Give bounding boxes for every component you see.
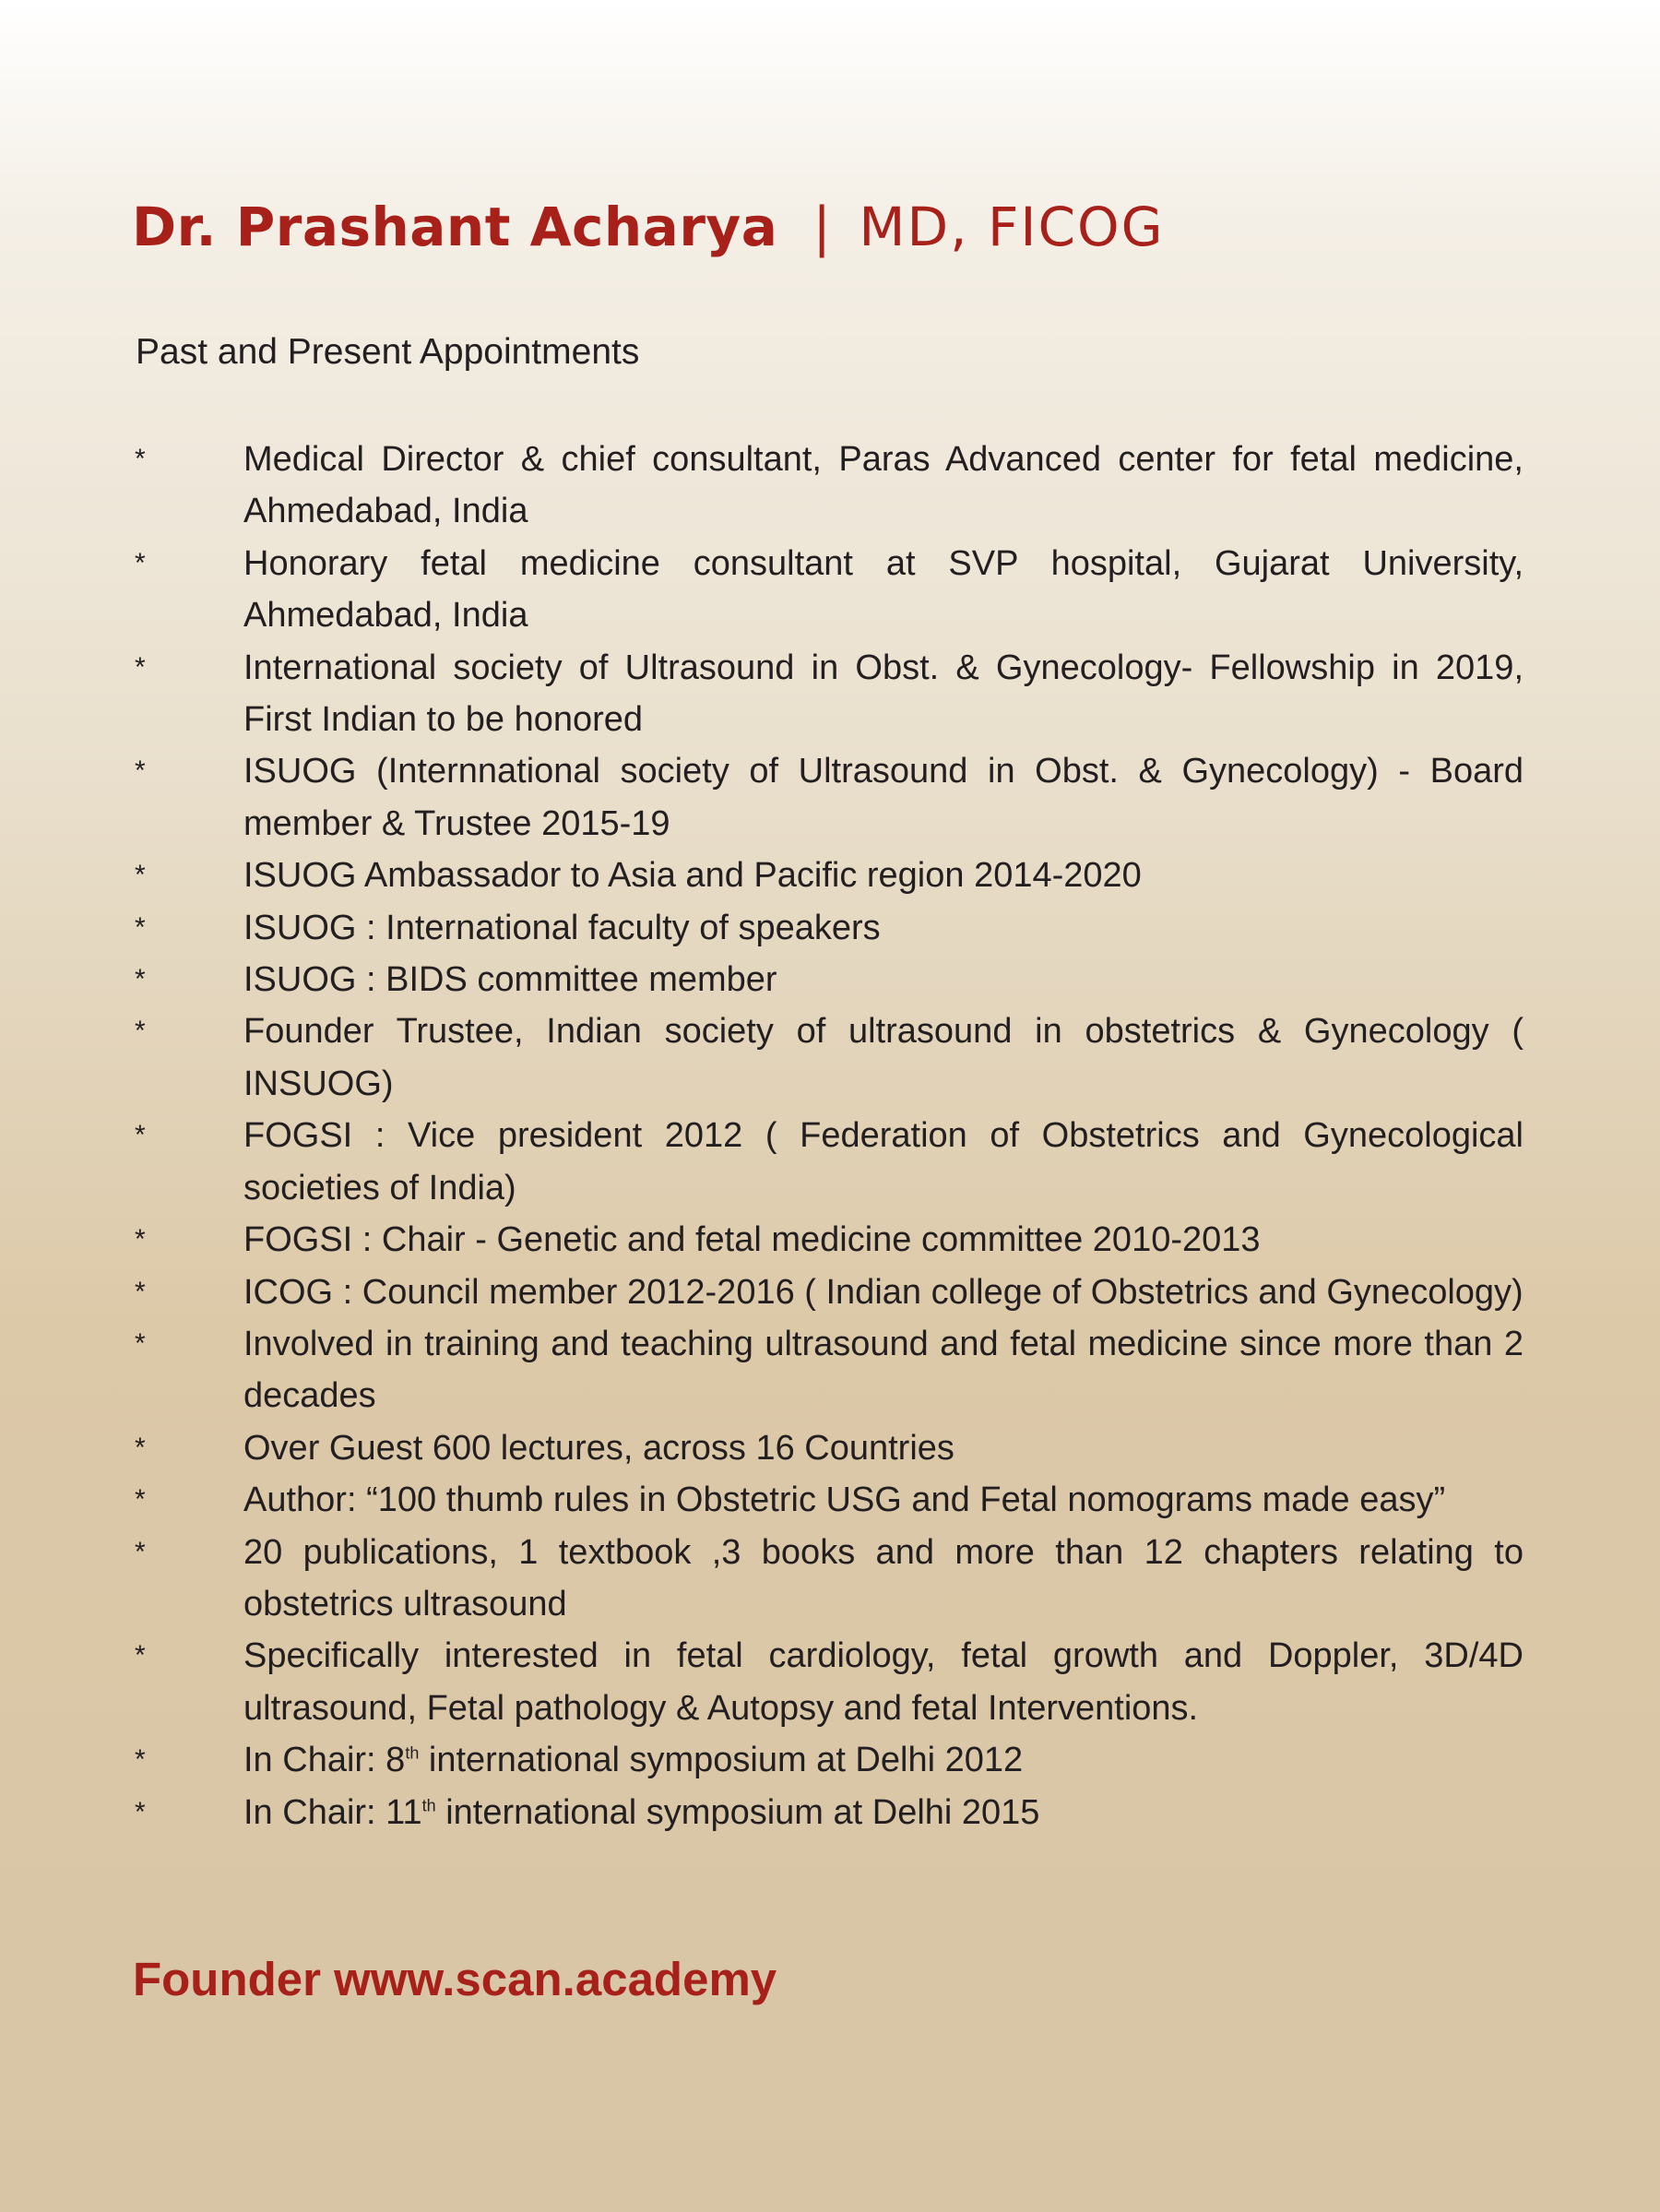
list-item [135, 1630, 1524, 1734]
page-title [132, 196, 1165, 258]
list-item [135, 745, 1524, 850]
bullet-icon: * [135, 911, 146, 943]
item-text: International society of Ultrasound in Obst. & Gynecology- Fellowship in 2019, First Indian to be honored [243, 648, 1524, 740]
item-text: Involved in training and teaching ultrasound and fetal medicine since more than 2 decades [243, 1324, 1524, 1416]
item-text: FOGSI : Chair - Genetic and fetal medicine committee 2010-2013 [243, 1220, 1261, 1260]
list-item [135, 1527, 1524, 1631]
list-item [135, 1787, 1524, 1838]
title-separator: | [812, 196, 832, 258]
list-item [135, 1474, 1524, 1526]
list-item [135, 1734, 1524, 1786]
item-text: Over Guest 600 lectures, across 16 Countries [243, 1428, 954, 1468]
bullet-icon: * [135, 1484, 146, 1516]
ordinal-suffix: th [421, 1795, 436, 1814]
bullet-icon: * [135, 547, 146, 578]
list-item [135, 1422, 1524, 1474]
item-text: Medical Director & chief consultant, Paras Advanced center for fetal medicine, Ahmedabad, India [243, 440, 1524, 531]
footer-founder-link: Founder www.scan.academy [133, 1953, 777, 2005]
list-item [135, 434, 1524, 538]
bullet-icon: * [135, 1744, 146, 1776]
item-text: Founder Trustee, Indian society of ultrasound in obstetrics & Gynecology ( INSUOG) [243, 1012, 1524, 1103]
list-item [135, 1214, 1524, 1266]
bullet-icon: * [135, 1432, 146, 1463]
bullet-icon: * [135, 1016, 146, 1047]
bullet-icon: * [135, 964, 146, 995]
item-text: ISUOG : BIDS committee member [243, 960, 777, 1000]
list-item [135, 642, 1524, 746]
doctor-name: Dr. Prashant Acharya [132, 196, 778, 258]
item-text: Specifically interested in fetal cardiology, fetal growth and Doppler, 3D/4D ultrasound, Fetal pathology & Autopsy and fetal Interventions. [243, 1636, 1524, 1728]
item-text-prefix: In Chair: 11 [243, 1792, 422, 1832]
item-text: ISUOG (Internnational society of Ultrasound in Obst. & Gynecology) - Board member & Trustee 2015-19 [243, 752, 1524, 843]
list-item [135, 850, 1524, 901]
bullet-icon: * [135, 651, 146, 683]
ordinal-suffix: th [405, 1743, 420, 1763]
item-text: Author: “100 thumb rules in Obstetric USG and Fetal nomograms made easy” [243, 1481, 1446, 1520]
bullet-icon: * [135, 755, 146, 787]
item-text: ISUOG Ambassador to Asia and Pacific region 2014-2020 [243, 856, 1142, 896]
bullet-icon: * [135, 1796, 146, 1827]
bullet-icon: * [135, 1276, 146, 1307]
item-text: FOGSI : Vice president 2012 ( Federation of Obstetrics and Gynecological societies of India) [243, 1116, 1524, 1207]
bullet-icon: * [135, 1640, 146, 1671]
item-text: ISUOG : International faculty of speakers [243, 908, 881, 947]
item-text-suffix: international symposium at Delhi 2015 [435, 1792, 1040, 1832]
bullet-icon: * [135, 1120, 146, 1151]
list-item [135, 954, 1524, 1005]
list-item [135, 902, 1524, 954]
item-text-suffix: international symposium at Delhi 2012 [419, 1741, 1024, 1780]
item-text: ICOG : Council member 2012-2016 ( Indian college of Obstetrics and Gynecology) [243, 1272, 1524, 1312]
item-text-prefix: In Chair: 8 [243, 1741, 406, 1780]
doctor-credentials: MD, FICOG [859, 196, 1165, 258]
appointments-list [135, 434, 1524, 1838]
list-item [135, 538, 1524, 642]
list-item [135, 1005, 1524, 1110]
item-text: 20 publications, 1 textbook ,3 books and more than 12 chapters relating to obstetrics ultrasound [243, 1532, 1524, 1623]
section-heading: Past and Present Appointments [136, 332, 640, 372]
bullet-icon: * [135, 1327, 146, 1359]
item-text [243, 1787, 1524, 1838]
bullet-icon: * [135, 444, 146, 474]
list-item [135, 1110, 1524, 1214]
list-item [135, 1267, 1524, 1318]
list-item [135, 1318, 1524, 1422]
item-text [243, 1734, 1524, 1786]
item-text: Honorary fetal medicine consultant at SVP hospital, Gujarat University, Ahmedabad, India [243, 543, 1524, 636]
bullet-icon: * [135, 1224, 146, 1255]
bullet-icon: * [135, 1536, 146, 1567]
bullet-icon: * [135, 860, 146, 891]
